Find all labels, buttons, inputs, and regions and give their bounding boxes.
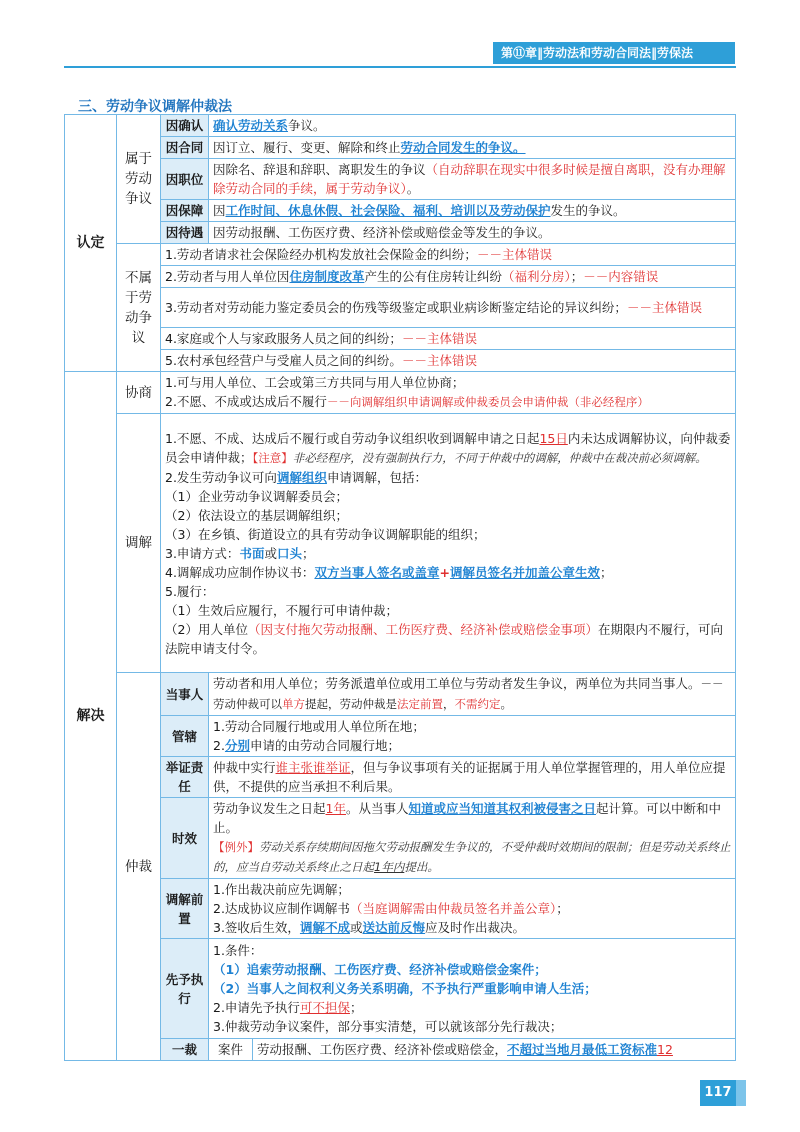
subcategory-xieshang: 协商 xyxy=(117,372,161,414)
page-corner-decoration xyxy=(736,1080,746,1106)
table-row xyxy=(65,159,736,200)
content-table xyxy=(64,114,736,1061)
subcategory-zhongcai: 仲裁 xyxy=(117,673,161,1061)
text-zhiwei: 因除名、辞退和辞职、离职发生的争议（自动辞职在现实中很多时候是擅自离职，没有办理解除劳动合同的手续，属于劳动争议）。 xyxy=(209,159,736,200)
table-row xyxy=(65,414,736,673)
subcategory-shuyu: 属于劳动争议 xyxy=(117,115,161,244)
label-queren: 因确认 xyxy=(161,115,209,137)
label-dangshiren: 当事人 xyxy=(161,673,209,716)
table-row xyxy=(65,222,736,244)
table-row xyxy=(65,115,736,137)
label-baozhang: 因保障 xyxy=(161,200,209,222)
text-dangshiren: 劳动者和用人单位；劳务派遣单位或用工单位与劳动者发生争议，两单位为共同当事人。－－劳动仲裁可以单方提起，劳动仲裁是法定前置，不需约定。 xyxy=(209,673,736,716)
category-rending: 认定 xyxy=(65,115,117,372)
text-baozhang: 因工作时间、休息休假、社会保险、福利、培训以及劳动保护发生的争议。 xyxy=(209,200,736,222)
table-row xyxy=(65,137,736,159)
table-row xyxy=(65,200,736,222)
label-hetong: 因合同 xyxy=(161,137,209,159)
table-row xyxy=(65,266,736,288)
category-jiejue: 解决 xyxy=(65,372,117,1061)
text-daiyu: 因劳动报酬、工伤医疗费、经济补偿或赔偿金等发生的争议。 xyxy=(209,222,736,244)
table-row xyxy=(65,288,736,328)
chapter-header-text: 第⑪章‖劳动法和劳动合同法‖劳保法 xyxy=(501,46,694,60)
text-hetong: 因订立、履行、变更、解除和终止劳动合同发生的争议。 xyxy=(209,137,736,159)
table-row xyxy=(65,939,736,1039)
text-xianyu: 1.条件： （1）追索劳动报酬、工伤医疗费、经济补偿或赔偿金案件； （2）当事人之间权利义务关系明确，不予执行严重影响申请人生活； 2.申请先予执行可不担保； 3.仲裁劳动争议案件，部分事实清楚，可以就该部分先行裁决； xyxy=(209,939,736,1039)
label-yicai: 一裁 xyxy=(161,1039,209,1061)
table-row xyxy=(65,372,736,414)
subcategory-bushuyu: 不属于劳动争议 xyxy=(117,244,161,372)
table-row xyxy=(65,879,736,939)
list-item: 1.劳动者请求社会保险经办机构发放社会保险金的纠纷；－－主体错误 xyxy=(161,244,736,266)
table-row xyxy=(65,716,736,757)
table-row xyxy=(65,350,736,372)
text-tiaojie: 1.不愿、不成、达成后不履行或自劳动争议组织收到调解申请之日起15日内未达成调解协议，向仲裁委员会申请仲裁；【注意】非必经程序，没有强制执行力，不同于仲裁中的调解，仲裁中在裁决前必须调解。 2.发生劳动争议可向调解组织申请调解，包括： （1）企业劳动争议调解委员会； （2）依法设立的基层调解组织； （3）在乡镇、街道设立的具有劳动争议调解职能的组织； 3.申请方式：书面或口头； 4.调解成功应制作协议书：双方当事人签名或盖章+调解员签名并加盖公章生效； 5.履行： （1）生效后应履行，不履行可申请仲裁； （2）用人单位（因支付拖欠劳动报酬、工伤医疗费、经济补偿或赔偿金事项）在期限内不履行，可向法院申请支付令。 xyxy=(161,414,736,673)
table-row xyxy=(65,244,736,266)
text-queren: 确认劳动关系争议。 xyxy=(209,115,736,137)
label-shixiao: 时效 xyxy=(161,798,209,879)
table-row xyxy=(65,328,736,350)
text-shixiao: 劳动争议发生之日起1年。从当事人知道或应当知道其权利被侵害之日起计算。可以中断和中止。 【例外】劳动关系存续期间因拖欠劳动报酬发生争议的，不受仲裁时效期间的限制；但是劳动关系终止的，应当自劳动关系终止之日起1年内提出。 xyxy=(209,798,736,879)
label-guanxia: 管辖 xyxy=(161,716,209,757)
table-row xyxy=(65,673,736,716)
label-juzheng: 举证责任 xyxy=(161,757,209,798)
table-row xyxy=(65,757,736,798)
table-row xyxy=(65,798,736,879)
list-item: 3.劳动者对劳动能力鉴定委员会的伤残等级鉴定或职业病诊断鉴定结论的异议纠纷；－－主体错误 xyxy=(161,288,736,328)
list-item: 2.劳动者与用人单位因住房制度改革产生的公有住房转让纠纷（福利分房）；－－内容错误 xyxy=(161,266,736,288)
table-row xyxy=(65,1039,736,1061)
chapter-header xyxy=(493,42,735,64)
label-tiaojieqianzhi: 调解前置 xyxy=(161,879,209,939)
subcategory-tiaojie: 调解 xyxy=(117,414,161,673)
header-rule xyxy=(64,66,736,68)
text-juzheng: 仲裁中实行谁主张谁举证，但与争议事项有关的证据属于用人单位掌握管理的，用人单位应提供，不提供的应当承担不利后果。 xyxy=(209,757,736,798)
text-xieshang: 1.可与用人单位、工会或第三方共同与用人单位协商； 2.不愿、不成或达成后不履行－－向调解组织申请调解或仲裁委员会申请仲裁（非必经程序） xyxy=(161,372,736,414)
page-number: 117 xyxy=(700,1080,736,1106)
label-daiyu: 因待遇 xyxy=(161,222,209,244)
list-item: 5.农村承包经营户与受雇人员之间的纠纷。－－主体错误 xyxy=(161,350,736,372)
label-zhiwei: 因职位 xyxy=(161,159,209,200)
label-anjian: 案件 xyxy=(209,1039,253,1061)
text-yicai: 劳动报酬、工伤医疗费、经济补偿或赔偿金，不超过当地月最低工资标准12 xyxy=(253,1039,736,1061)
text-tiaojieqianzhi: 1.作出裁决前应先调解； 2.达成协议应制作调解书（当庭调解需由仲裁员签名并盖公章）； 3.签收后生效，调解不成或送达前反悔应及时作出裁决。 xyxy=(209,879,736,939)
list-item: 4.家庭或个人与家政服务人员之间的纠纷；－－主体错误 xyxy=(161,328,736,350)
text-guanxia: 1.劳动合同履行地或用人单位所在地； 2.分别申请的由劳动合同履行地； xyxy=(209,716,736,757)
section-title: 三、劳动争议调解仲裁法 xyxy=(78,99,232,115)
label-xianyu: 先予执行 xyxy=(161,939,209,1039)
